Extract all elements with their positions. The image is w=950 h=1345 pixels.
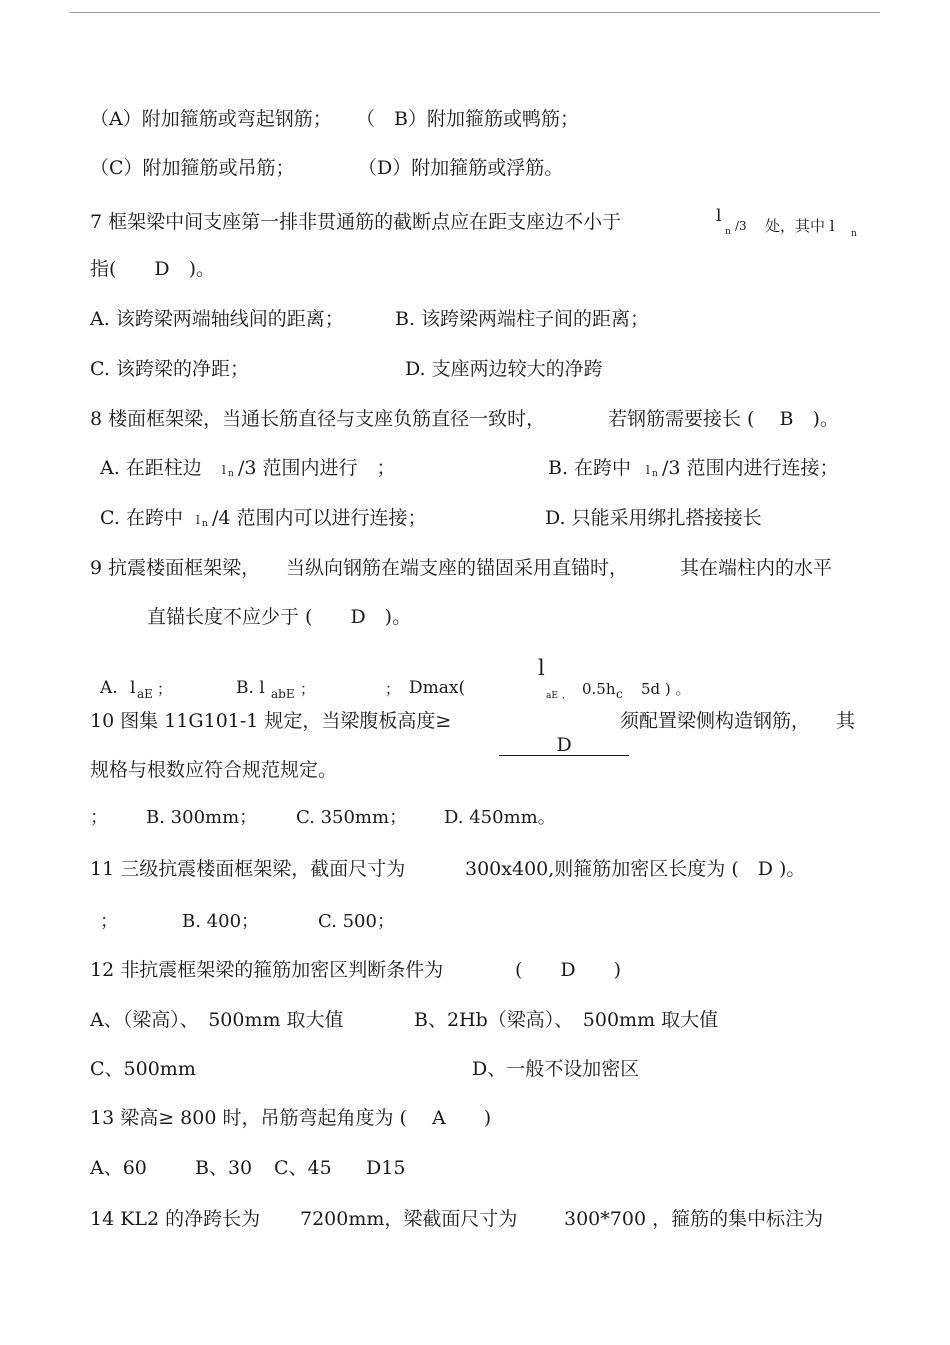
q7-where-subscript: n xyxy=(851,229,857,239)
q6-option-a: （A）附加箍筋或弯起钢筋； xyxy=(90,108,332,130)
q9-stem-part2: 当纵向钢筋在端支座的锚固采用直锚时， xyxy=(286,557,629,579)
q6-option-c: （C）附加箍筋或吊筋； xyxy=(90,157,295,179)
q8-option-b-prefix: B. 在跨中 xyxy=(548,457,632,479)
q7-stem: 7 框架梁中间支座第一排非贯通筋的截断点应在距支座边不小于 xyxy=(90,211,622,233)
q11-option-b: B. 400； xyxy=(182,911,260,932)
q12-stem: 12 非抗震框架梁的箍筋加密区判断条件为 xyxy=(90,959,444,981)
q9-option-a-suffix: ； xyxy=(157,680,173,698)
q9-stem-continued: 直锚长度不应少于 ( D )。 xyxy=(147,606,412,628)
q7-option-a: A. 该跨梁两端轴线间的距离； xyxy=(90,308,344,330)
q14-stem-part3: 300*700 ，箍筋的集中标注为 xyxy=(564,1208,824,1230)
q7-stem-continued: 指( D )。 xyxy=(90,258,216,280)
q10-stem-part2: 须配置梁侧构造钢筋， xyxy=(620,710,811,732)
q7-subscript: n xyxy=(725,227,731,237)
q10-option-c: C. 350mm； xyxy=(296,807,408,828)
q10-stem: 10 图集 11G101-1 规定，当梁腹板高度≥ xyxy=(90,710,452,732)
q9-option-b-subscript: abE xyxy=(271,687,295,701)
q13-option-c: C、45 xyxy=(274,1157,332,1179)
q14-stem-part2: 7200mm，梁截面尺寸为 xyxy=(300,1208,518,1230)
q9-option-b-suffix: ； xyxy=(300,680,316,698)
q8-option-b-suffix: /3 范围内进行连接； xyxy=(662,457,839,479)
q9-option-d-comma: ， xyxy=(562,691,572,701)
q8-option-b-l: l xyxy=(646,463,650,477)
q10-stem-continued: 规格与根数应符合规范规定。 xyxy=(90,759,338,781)
q9-option-a-subscript: aE xyxy=(137,687,153,701)
q12-option-c: C、500mm xyxy=(90,1058,196,1080)
q11-option-a: ； xyxy=(100,911,118,932)
q8-stem: 8 楼面框架梁，当通长筋直径与支座负筋直径一致时， xyxy=(90,408,546,430)
q10-option-b: B. 300mm； xyxy=(146,807,258,828)
q9-option-d-prefix: Dmax( xyxy=(409,678,466,698)
q8-stem-continued: 若钢筋需要接长 ( B )。 xyxy=(608,408,839,430)
q9-option-a-l: l xyxy=(130,678,136,698)
q8-option-b-subscript: n xyxy=(652,469,658,479)
q11-stem: 11 三级抗震楼面框架梁，截面尺寸为 xyxy=(90,858,406,880)
q10-stem-part3: 其 xyxy=(836,710,856,732)
q8-option-d: D. 只能采用绑扎搭接接长 xyxy=(545,507,762,529)
q9-stem-part3: 其在端柱内的水平 xyxy=(680,557,833,579)
q10-option-a: ； xyxy=(90,807,108,828)
q6-option-b: （ B）附加箍筋或鸭筋； xyxy=(356,108,579,130)
q7-where: 处，其中 l xyxy=(765,217,835,235)
q13-option-b: B、30 xyxy=(195,1157,253,1179)
q7-l-symbol: l xyxy=(716,206,722,226)
q9-option-b-prefix: B. l xyxy=(236,678,265,698)
q9-option-d-l: l xyxy=(538,656,545,680)
q9-stem: 9 抗震楼面框架梁， xyxy=(90,557,261,579)
q8-option-c-subscript: n xyxy=(202,519,208,529)
q9-option-a-prefix: A. xyxy=(100,678,118,698)
q12-option-d: D、一般不设加密区 xyxy=(472,1058,640,1080)
q9-option-d-half-hc: 0.5h xyxy=(582,680,616,698)
q8-option-c-suffix: /4 范围内可以进行连接； xyxy=(212,507,427,529)
q7-option-b: B. 该跨梁两端柱子间的距离； xyxy=(395,308,650,330)
q8-option-a-suffix: /3 范围内进行 ； xyxy=(238,457,396,479)
q9-option-d-subscript: aE xyxy=(546,691,558,701)
q8-option-c-prefix: C. 在跨中 xyxy=(100,507,183,529)
q13-option-a: A、60 xyxy=(90,1157,147,1179)
q7-option-c: C. 该跨梁的净距； xyxy=(90,358,249,380)
q8-option-c-l: l xyxy=(196,513,200,527)
q13-stem: 13 梁高≥ 800 时，吊筋弯起角度为 ( A ) xyxy=(90,1107,492,1129)
q10-answer: D xyxy=(499,735,629,756)
q12-answer: ( D ) xyxy=(515,959,622,981)
q13-option-d: D15 xyxy=(366,1157,406,1179)
q7-fraction: /3 xyxy=(735,219,747,233)
q8-option-a-prefix: A. 在距柱边 xyxy=(100,457,202,479)
header-rule xyxy=(70,12,880,13)
q12-option-b: B、2Hb（梁高）、 500mm 取大值 xyxy=(414,1009,719,1031)
q10-answer-blank xyxy=(487,709,629,757)
q8-option-a-subscript: n xyxy=(228,469,234,479)
q9-option-d-hc-subscript: c xyxy=(616,687,623,701)
q6-option-d: （D）附加箍筋或浮筋。 xyxy=(358,157,564,179)
q12-option-a: A、（梁高）、 500mm 取大值 xyxy=(90,1009,344,1031)
q10-option-d: D. 450mm。 xyxy=(444,807,556,828)
q8-option-a-l: l xyxy=(222,463,226,477)
q7-option-d: D. 支座两边较大的净跨 xyxy=(405,358,603,380)
q9-option-c-placeholder: ； xyxy=(385,680,401,698)
q14-stem: 14 KL2 的净跨长为 xyxy=(90,1208,261,1230)
q11-option-c: C. 500； xyxy=(318,911,395,932)
q11-stem-part2: 300x400,则箍筋加密区长度为 ( D )。 xyxy=(465,858,806,880)
q9-option-d-suffix: 5d ) 。 xyxy=(641,680,691,698)
